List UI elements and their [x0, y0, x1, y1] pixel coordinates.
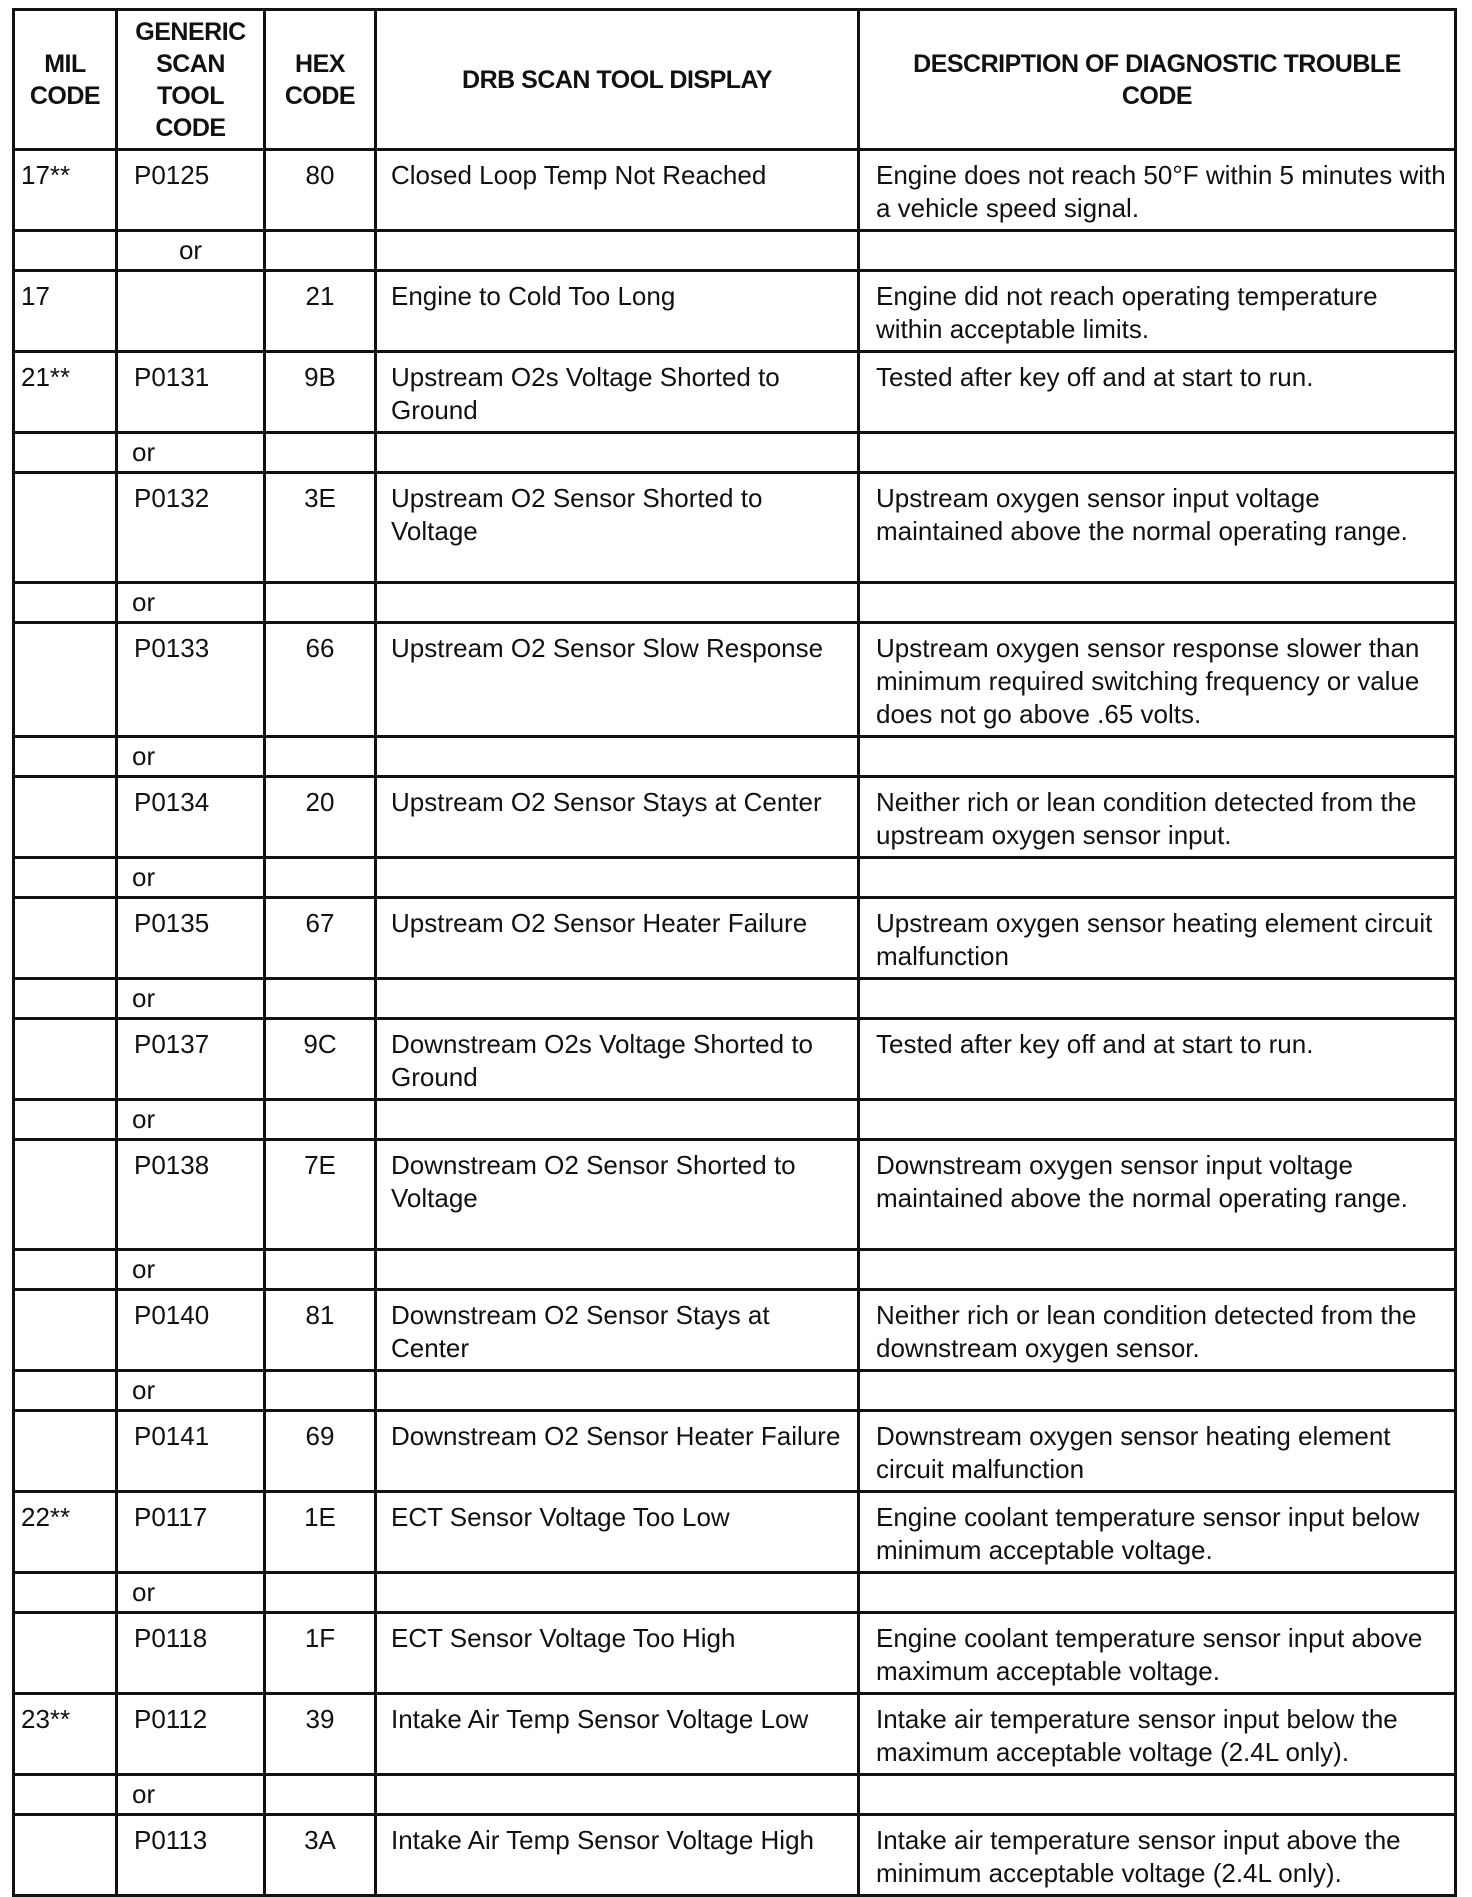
hex-code-cell: 80: [265, 150, 376, 231]
or-row: [14, 231, 1456, 271]
hex-code-cell: [265, 737, 376, 777]
mil-code-cell: [14, 737, 117, 777]
description-header: [859, 10, 1456, 150]
generic-code-cell: [117, 271, 265, 352]
drb-display-header: [376, 10, 859, 150]
generic-code-cell: P0118: [117, 1613, 265, 1694]
description-cell: Upstream oxygen sensor input voltage maintained above the normal operating range.: [859, 473, 1456, 583]
header-line: MIL: [44, 49, 86, 78]
scan-display-cell: Upstream O2s Voltage Shorted to Ground: [376, 352, 859, 433]
generic-code-cell: P0141: [117, 1411, 265, 1492]
hex-code-cell: [265, 1573, 376, 1613]
or-row: [14, 858, 1456, 898]
or-row: [14, 1371, 1456, 1411]
hex-code-cell: 66: [265, 623, 376, 737]
mil-code-cell: [14, 433, 117, 473]
generic-code-cell: P0113: [117, 1815, 265, 1896]
scan-display-cell: Downstream O2 Sensor Heater Failure: [376, 1411, 859, 1492]
table-row: [14, 1613, 1456, 1694]
generic-code-cell: P0138: [117, 1140, 265, 1250]
scan-display-cell: Intake Air Temp Sensor Voltage High: [376, 1815, 859, 1896]
or-row: [14, 583, 1456, 623]
mil-code-cell: [14, 1411, 117, 1492]
scan-display-cell: [376, 1100, 859, 1140]
mil-code-cell: [14, 1140, 117, 1250]
table-row: [14, 352, 1456, 433]
header-line: SCAN: [156, 49, 225, 78]
mil-code-cell: [14, 1019, 117, 1100]
description-cell: Engine coolant temperature sensor input below minimum acceptable voltage.: [859, 1492, 1456, 1573]
table-row: [14, 1815, 1456, 1896]
header-line: DESCRIPTION OF DIAGNOSTIC TROUBLE: [913, 49, 1401, 78]
mil-code-cell: [14, 231, 117, 271]
description-cell: [859, 979, 1456, 1019]
generic-code-cell: or: [117, 1100, 265, 1140]
mil-code-cell: 23**: [14, 1694, 117, 1775]
generic-code-cell: P0131: [117, 352, 265, 433]
hex-code-cell: [265, 433, 376, 473]
description-cell: Tested after key off and at start to run.: [859, 1019, 1456, 1100]
generic-code-cell: or: [117, 583, 265, 623]
generic-scan-tool-code-header: [117, 10, 265, 150]
header-line: CODE: [1121, 81, 1193, 110]
mil-code-cell: 17: [14, 271, 117, 352]
header-line: TOOL: [157, 81, 224, 110]
description-cell: [859, 1573, 1456, 1613]
description-cell: [859, 858, 1456, 898]
hex-code-cell: 1E: [265, 1492, 376, 1573]
generic-code-cell: or: [117, 1573, 265, 1613]
mil-code-cell: 21**: [14, 352, 117, 433]
description-cell: [859, 433, 1456, 473]
hex-code-cell: [265, 1775, 376, 1815]
scan-display-cell: Upstream O2 Sensor Shorted to Voltage: [376, 473, 859, 583]
table-row: [14, 623, 1456, 737]
mil-code-cell: 17**: [14, 150, 117, 231]
scan-display-cell: [376, 433, 859, 473]
table-row: [14, 1694, 1456, 1775]
hex-code-cell: 69: [265, 1411, 376, 1492]
header-line: CODE: [155, 113, 226, 142]
mil-code-cell: [14, 1573, 117, 1613]
header-line: HEX: [295, 49, 345, 78]
hex-code-cell: 9B: [265, 352, 376, 433]
scan-display-cell: Engine to Cold Too Long: [376, 271, 859, 352]
or-row: [14, 433, 1456, 473]
description-cell: Engine did not reach operating temperature within acceptable limits.: [859, 271, 1456, 352]
hex-code-cell: 3E: [265, 473, 376, 583]
table-row: [14, 1411, 1456, 1492]
mil-code-cell: [14, 1613, 117, 1694]
scan-display-cell: ECT Sensor Voltage Too Low: [376, 1492, 859, 1573]
mil-code-cell: [14, 473, 117, 583]
table-body: [14, 150, 1456, 1896]
hex-code-cell: [265, 1250, 376, 1290]
mil-code-cell: [14, 1775, 117, 1815]
generic-code-cell: or: [117, 979, 265, 1019]
or-row: [14, 737, 1456, 777]
scan-display-cell: [376, 231, 859, 271]
scan-display-cell: Upstream O2 Sensor Slow Response: [376, 623, 859, 737]
header-line: GENERIC: [135, 17, 246, 46]
table-row: [14, 1492, 1456, 1573]
header-line: CODE: [29, 81, 101, 110]
table-row: [14, 777, 1456, 858]
table-row: [14, 1140, 1456, 1250]
hex-code-cell: 21: [265, 271, 376, 352]
mil-code-cell: [14, 1815, 117, 1896]
mil-code-cell: [14, 1100, 117, 1140]
hex-code-cell: 67: [265, 898, 376, 979]
mil-code-header: [14, 10, 117, 150]
generic-code-cell: or: [117, 737, 265, 777]
description-cell: Upstream oxygen sensor heating element circuit malfunction: [859, 898, 1456, 979]
hex-code-cell: [265, 583, 376, 623]
mil-code-cell: [14, 858, 117, 898]
hex-code-cell: [265, 1371, 376, 1411]
description-cell: Downstream oxygen sensor heating element circuit malfunction: [859, 1411, 1456, 1492]
or-row: [14, 1250, 1456, 1290]
table-row: [14, 473, 1456, 583]
header-line: CODE: [284, 81, 356, 110]
description-cell: [859, 1250, 1456, 1290]
generic-code-cell: P0112: [117, 1694, 265, 1775]
generic-code-cell: P0140: [117, 1290, 265, 1371]
description-cell: [859, 1371, 1456, 1411]
hex-code-cell: 20: [265, 777, 376, 858]
mil-code-cell: [14, 898, 117, 979]
hex-code-cell: 3A: [265, 1815, 376, 1896]
scan-display-cell: [376, 979, 859, 1019]
description-cell: Neither rich or lean condition detected from the downstream oxygen sensor.: [859, 1290, 1456, 1371]
mil-code-cell: [14, 1371, 117, 1411]
description-cell: [859, 231, 1456, 271]
generic-code-cell: P0132: [117, 473, 265, 583]
or-row: [14, 979, 1456, 1019]
scan-display-cell: [376, 858, 859, 898]
or-row: [14, 1573, 1456, 1613]
scan-display-cell: Downstream O2 Sensor Shorted to Voltage: [376, 1140, 859, 1250]
hex-code-cell: [265, 979, 376, 1019]
description-cell: Neither rich or lean condition detected from the upstream oxygen sensor input.: [859, 777, 1456, 858]
generic-code-cell: P0125: [117, 150, 265, 231]
or-row: [14, 1100, 1456, 1140]
scan-display-cell: [376, 1371, 859, 1411]
mil-code-cell: [14, 777, 117, 858]
hex-code-cell: 9C: [265, 1019, 376, 1100]
header-row: [14, 10, 1456, 150]
hex-code-cell: [265, 231, 376, 271]
generic-code-cell: or: [117, 1775, 265, 1815]
scan-display-cell: [376, 1250, 859, 1290]
mil-code-cell: 22**: [14, 1492, 117, 1573]
mil-code-cell: [14, 623, 117, 737]
scan-display-cell: ECT Sensor Voltage Too High: [376, 1613, 859, 1694]
description-cell: [859, 1775, 1456, 1815]
scan-display-cell: [376, 583, 859, 623]
generic-code-cell: or: [117, 1250, 265, 1290]
table-row: [14, 1290, 1456, 1371]
hex-code-cell: 81: [265, 1290, 376, 1371]
generic-code-cell: P0134: [117, 777, 265, 858]
scan-display-cell: [376, 1775, 859, 1815]
description-cell: Tested after key off and at start to run.: [859, 352, 1456, 433]
header-line: DRB SCAN TOOL DISPLAY: [462, 65, 772, 94]
description-cell: Downstream oxygen sensor input voltage maintained above the normal operating range.: [859, 1140, 1456, 1250]
table-row: [14, 271, 1456, 352]
description-cell: Intake air temperature sensor input above the minimum acceptable voltage (2.4L only).: [859, 1815, 1456, 1896]
description-cell: Upstream oxygen sensor response slower than minimum required switching frequency or value does not go above .65 volts.: [859, 623, 1456, 737]
description-cell: Intake air temperature sensor input below the maximum acceptable voltage (2.4L only).: [859, 1694, 1456, 1775]
hex-code-header: [265, 10, 376, 150]
dtc-table: [12, 8, 1457, 1897]
generic-code-cell: or: [117, 1371, 265, 1411]
description-cell: Engine coolant temperature sensor input above maximum acceptable voltage.: [859, 1613, 1456, 1694]
scan-display-cell: Downstream O2s Voltage Shorted to Ground: [376, 1019, 859, 1100]
table-row: [14, 898, 1456, 979]
mil-code-cell: [14, 583, 117, 623]
scan-display-cell: [376, 737, 859, 777]
generic-code-cell: P0117: [117, 1492, 265, 1573]
scan-display-cell: Intake Air Temp Sensor Voltage Low: [376, 1694, 859, 1775]
generic-code-cell: or: [117, 231, 265, 271]
hex-code-cell: 7E: [265, 1140, 376, 1250]
generic-code-cell: P0133: [117, 623, 265, 737]
hex-code-cell: 1F: [265, 1613, 376, 1694]
scan-display-cell: Upstream O2 Sensor Stays at Center: [376, 777, 859, 858]
hex-code-cell: [265, 1100, 376, 1140]
hex-code-cell: [265, 858, 376, 898]
mil-code-cell: [14, 1290, 117, 1371]
scan-display-cell: [376, 1573, 859, 1613]
scan-display-cell: Closed Loop Temp Not Reached: [376, 150, 859, 231]
description-cell: [859, 737, 1456, 777]
generic-code-cell: P0137: [117, 1019, 265, 1100]
or-row: [14, 1775, 1456, 1815]
mil-code-cell: [14, 1250, 117, 1290]
scan-display-cell: Downstream O2 Sensor Stays at Center: [376, 1290, 859, 1371]
description-cell: [859, 1100, 1456, 1140]
generic-code-cell: or: [117, 858, 265, 898]
scan-display-cell: Upstream O2 Sensor Heater Failure: [376, 898, 859, 979]
generic-code-cell: P0135: [117, 898, 265, 979]
mil-code-cell: [14, 979, 117, 1019]
hex-code-cell: 39: [265, 1694, 376, 1775]
description-cell: Engine does not reach 50°F within 5 minutes with a vehicle speed signal.: [859, 150, 1456, 231]
generic-code-cell: or: [117, 433, 265, 473]
description-cell: [859, 583, 1456, 623]
table-row: [14, 1019, 1456, 1100]
table-row: [14, 150, 1456, 231]
